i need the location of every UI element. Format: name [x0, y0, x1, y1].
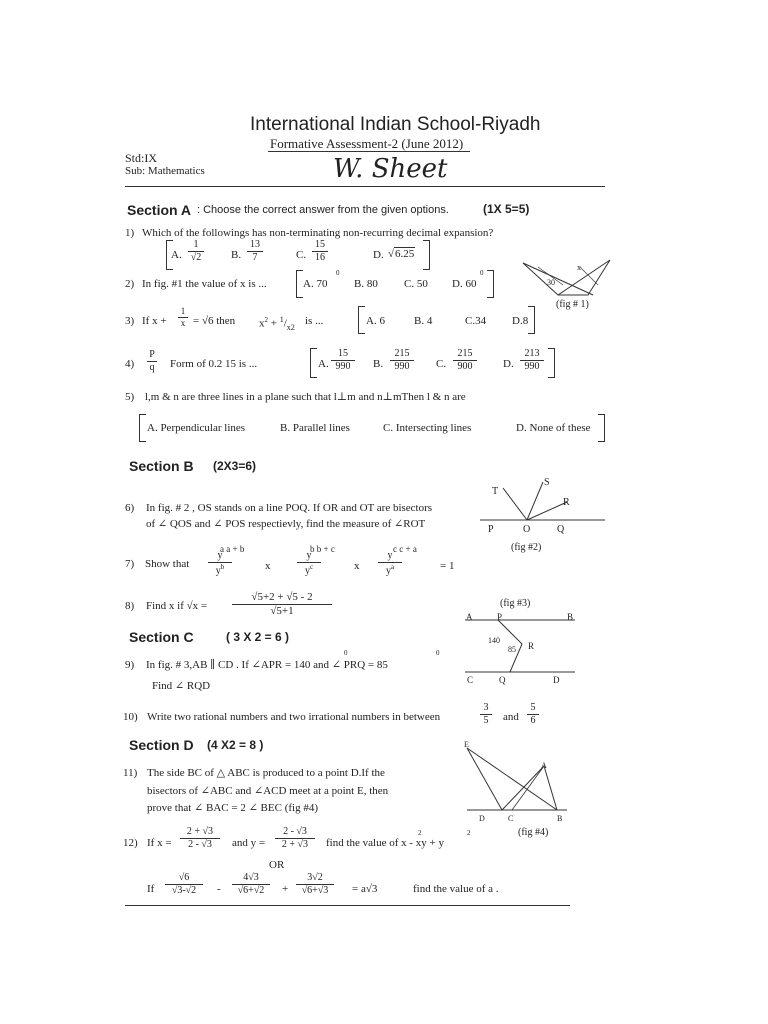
section-c-marks: ( 3 X 2 = 6 ) — [226, 630, 290, 644]
q1-option-b-label: B. — [231, 249, 242, 261]
fig2-caption: (fig #2) — [511, 542, 542, 553]
q4-option-a: $\frac{15}{990}$ — [331, 349, 355, 372]
fig2-label-p: P — [488, 524, 494, 535]
fig4-label-d: D — [479, 814, 485, 823]
section-d-title: Section D — [129, 737, 194, 753]
fig2-label-s: S — [544, 477, 550, 488]
q1-option-b: $\frac{13}{7}$ — [247, 240, 263, 263]
q2-option-a: A. 70 — [303, 278, 328, 290]
fig1-caption: (fig # 1) — [556, 299, 589, 310]
q3-text-a: If x + — [142, 315, 167, 327]
q5-option-c: C. Intersecting lines — [383, 422, 472, 434]
q12-number: 12) — [123, 837, 138, 849]
q7-text: Show that — [145, 558, 190, 570]
q9-number: 9) — [125, 659, 135, 671]
q6-line1: In fig. # 2 , OS stands on a line POQ. If OR and OT are bisectors — [146, 502, 433, 514]
q12b-minus: - — [217, 883, 221, 895]
q6-number: 6) — [125, 502, 135, 514]
q7-times-1: x — [265, 560, 271, 572]
q5-number: 5) — [125, 391, 135, 403]
q12-sq-1: 2 — [418, 829, 422, 837]
q11-line3: prove that ∠ BAC = 2 ∠ BEC (fig #4) — [147, 802, 318, 814]
q5-option-d: D. None of these — [516, 422, 591, 434]
fig3-angle-140: 140 — [488, 636, 500, 645]
q12-and: and y = — [232, 837, 266, 849]
q4-bracket-right — [548, 348, 555, 378]
section-a-title: Section A — [127, 202, 192, 218]
section-b-marks: (2X3=6) — [213, 459, 257, 473]
q2-deg-d: 0 — [480, 269, 484, 277]
q3-one-over-x: $\frac{1}{x}$ — [178, 307, 188, 328]
q7-exponent-3: c c + a — [393, 544, 417, 554]
q4-option-c: $\frac{215}{900}$ — [453, 349, 477, 372]
q12-find: find the value of x - xy + y — [326, 837, 445, 849]
q1-bracket-right — [423, 240, 430, 270]
q4-option-d-label: D. — [503, 358, 514, 370]
q2-option-c: C. 50 — [404, 278, 428, 290]
q10-fraction-2: $\frac{5}{6}$ — [527, 703, 539, 726]
q12-y-fraction: $\frac{2 - √3}{2 + √3}$ — [275, 827, 315, 850]
q5-bracket-right — [598, 414, 605, 442]
q2-deg-a: 0 — [336, 269, 340, 277]
fig1-diagram — [518, 255, 618, 305]
q12b-find: find the value of a . — [413, 883, 499, 895]
fig3-label-p: P — [497, 612, 503, 622]
q12-x-fraction: $\frac{2 + √3}{2 - √3}$ — [180, 827, 220, 850]
q8-number: 8) — [125, 600, 135, 612]
fig2-label-q: Q — [557, 524, 565, 535]
q8-text: Find x if √x = — [146, 600, 208, 612]
q12-text-if: If x = — [147, 837, 172, 849]
q4-option-d: $\frac{213}{990}$ — [520, 349, 544, 372]
fig3-label-q: Q — [499, 675, 506, 685]
section-b-title: Section B — [129, 458, 194, 474]
q12-sq-2: 2 — [467, 829, 471, 837]
q7-exponent-2: b b + c — [310, 544, 335, 554]
q1-option-a-label: A. — [171, 249, 182, 261]
q7-result: = 1 — [440, 560, 455, 572]
q3-number: 3) — [125, 315, 135, 327]
q9-deg-1: 0 — [344, 649, 348, 657]
assessment-title: Formative Assessment-2 (June 2012) — [270, 136, 464, 151]
fig4-label-e: E — [464, 740, 469, 749]
q9-deg-2: 0 — [436, 649, 440, 657]
q12b-fraction-3: $\frac{3√2}{√6+√3}$ — [296, 873, 334, 896]
header-rule — [125, 186, 605, 187]
q12b-fraction-2: $\frac{4√3}{√6+√2}$ — [232, 873, 270, 896]
worksheet-title: W. Sheet — [333, 154, 448, 184]
q4-bracket-left — [310, 348, 317, 378]
q5-option-a: A. Perpendicular lines — [147, 422, 246, 434]
q3-option-d: D.8 — [512, 315, 529, 327]
q2-option-d: D. 60 — [452, 278, 477, 290]
q7-term-1: $\frac{y}{y^b}$ — [208, 551, 232, 576]
q7-term-3: $\frac{y}{y^a}$ — [378, 551, 402, 576]
fig4-label-c: C — [508, 814, 514, 823]
fig4-diagram — [462, 742, 572, 817]
section-d-marks: (4 X2 = 8 ) — [207, 738, 264, 752]
q2-number: 2) — [125, 278, 135, 290]
fig4-label-b: B — [557, 814, 563, 823]
q4-p-over-q: $\frac{P}{q}$ — [147, 350, 157, 373]
fig1-angle-label: 30 — [547, 278, 555, 287]
q1-option-a: $\frac{1}{√2}$ — [188, 240, 204, 263]
q12b-if: If — [147, 883, 155, 895]
q4-option-c-label: C. — [436, 358, 447, 370]
q3-text-b: = √6 then — [193, 315, 236, 327]
fig3-caption: (fig #3) — [500, 598, 531, 609]
q3-bracket-left — [358, 306, 365, 334]
q11-line1: The side BC of △ ABC is produced to a point D.If the — [147, 767, 385, 779]
fig2-label-o: O — [523, 524, 531, 535]
fig3-label-r: R — [528, 641, 535, 651]
q7-number: 7) — [125, 558, 135, 570]
q2-bracket-left — [296, 270, 303, 298]
q1-option-d: √6.25 — [388, 248, 415, 260]
fig3-label-b: B — [567, 612, 574, 622]
footer-rule — [125, 905, 570, 906]
q1-number: 1) — [125, 227, 135, 239]
q1-option-c: $\frac{15}{16}$ — [312, 240, 328, 263]
q11-number: 11) — [123, 767, 138, 779]
fig3-diagram — [460, 612, 580, 677]
q12b-equals: = a√3 — [352, 883, 378, 895]
q10-fraction-1: $\frac{3}{5}$ — [480, 703, 492, 726]
q8-fraction: $\frac{√5+2 + √5 - 2}{√5+1}$ — [232, 592, 332, 617]
q2-text: In fig. #1 the value of x is ... — [142, 278, 267, 290]
fig4-caption: (fig #4) — [518, 827, 549, 838]
q3-bracket-right — [528, 306, 535, 334]
q3-option-c: C.34 — [465, 315, 487, 327]
q4-number: 4) — [125, 358, 135, 370]
q9-line2: Find ∠ RQD — [152, 680, 211, 692]
section-c-title: Section C — [129, 629, 194, 645]
q3-text-c: is ... — [305, 315, 324, 327]
q1-option-c-label: C. — [296, 249, 307, 261]
school-name: International Indian School-Riyadh — [250, 114, 541, 135]
fig3-angle-85: 85 — [508, 645, 516, 654]
q7-times-2: x — [354, 560, 360, 572]
q5-option-b: B. Parallel lines — [280, 422, 350, 434]
q7-term-2: $\frac{y}{y^c}$ — [297, 551, 321, 576]
std-label: Std:IX — [125, 151, 158, 165]
q11-line2: bisectors of ∠ABC and ∠ACD meet at a point E, then — [147, 785, 389, 797]
fig3-label-a: A — [466, 612, 473, 622]
fig2-label-t: T — [492, 486, 499, 497]
q2-option-b: B. 80 — [354, 278, 378, 290]
q12-or: OR — [269, 859, 285, 871]
q12b-plus: + — [282, 883, 289, 895]
q10-number: 10) — [123, 711, 138, 723]
q10-and: and — [503, 711, 519, 723]
q3-option-a: A. 6 — [366, 315, 385, 327]
fig2-label-r: R — [563, 497, 570, 508]
q10-text: Write two rational numbers and two irrational numbers in between — [147, 711, 441, 723]
q5-bracket-left — [139, 414, 146, 442]
fig1-x-label: x — [577, 263, 581, 272]
q9-line1: In fig. # 3,AB ∥ CD . If ∠APR = 140 and ∠ PRQ = 85 — [146, 659, 388, 671]
q2-bracket-right — [487, 270, 494, 298]
q4-option-b: $\frac{215}{990}$ — [390, 349, 414, 372]
section-a-marks: (1X 5=5) — [483, 202, 530, 216]
q4-option-a-label: A. — [318, 358, 329, 370]
q12b-fraction-1: $\frac{√6}{√3-√2}$ — [165, 873, 203, 896]
q6-line2: of ∠ QOS and ∠ POS respectievly, find the measure of ∠ROT — [146, 518, 426, 530]
subject-label: Sub: Mathematics — [125, 165, 205, 177]
q4-text: Form of 0.2 15 is ... — [170, 358, 258, 370]
section-a-instruction: : Choose the correct answer from the given options. — [197, 204, 449, 216]
fig4-label-a: A — [541, 761, 547, 770]
q3-option-b: B. 4 — [414, 315, 433, 327]
fig3-label-d: D — [553, 675, 560, 685]
q1-option-d-label: D. — [373, 249, 384, 261]
q5-text: l,m & n are three lines in a plane such that l⊥m and n⊥mThen l & n are — [145, 391, 466, 403]
q3-expr: $x^2 + ^1/_{x2}$ — [259, 315, 295, 332]
fig3-label-c: C — [467, 675, 474, 685]
title-underline — [268, 151, 470, 152]
q7-exponent-1: a a + b — [220, 544, 245, 554]
q4-option-b-label: B. — [373, 358, 384, 370]
q1-text: Which of the followings has non-terminating non-recurring decimal expansion? — [142, 227, 494, 239]
